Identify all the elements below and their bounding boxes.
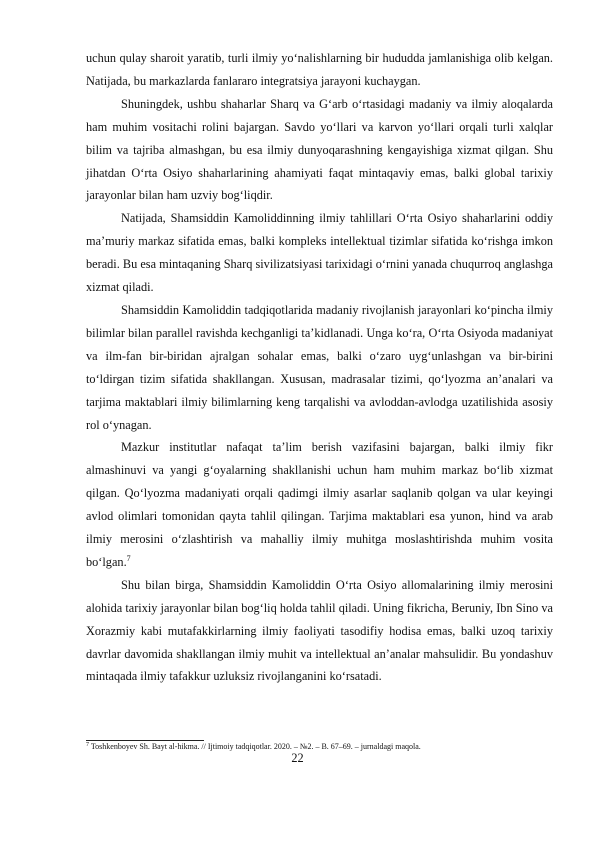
paragraph: Shuningdek, ushbu shaharlar Sharq va G‘arb o‘rtasidagi madaniy va ilmiy aloqalarda ham muhim vositachi rolini bajargan. Savdo yo‘llari va karvon yo‘llari orqali turli xalqlar bilim va tajriba almashgan, bu esa ilmiy dunyoqarashning kengayishiga xizmat qilgan. Shu jihatdan O‘rta Osiyo shaharlarining ahamiyati faqat mintaqaviy emas, balki global tarixiy jarayonlar bilan ham uzviy bog‘liqdir. (86, 96, 553, 203)
paragraph: Shamsiddin Kamoliddin tadqiqotlarida madaniy rivojlanish jarayonlari ko‘pincha ilmiy bilimlar bilan parallel ravishda kechganligi ta’kidlanadi. Unga ko‘ra, O‘rta Osiyoda madaniyat va ilm-fan bir-biridan ajralgan sohalar emas, balki o‘zaro uyg‘unlashgan va bir-birini to‘ldirgan tizim sifatida shakllangan. Xususan, madrasalar tizimi, qo‘lyozma an’analari va tarjima maktablari ilmiy bilimlarning keng tarqalishi va avloddan-avlodga uzatilishida asosiy rol o‘ynagan. (86, 302, 553, 432)
paragraph-text: Mazkur institutlar nafaqat ta’lim berish vazifasini bajargan, balki ilmiy fikr almashinuvi va yangi g‘oyalarning shakllanishi uchun ham muhim markaz bo‘lib xizmat qilgan. Qo‘lyozma madaniyati orqali qadimgi ilmiy asarlar saqlanib qolgan va ular keyingi avlod olimlari tomonidan qayta tahlil qilingan. Tarjima maktablari esa yunon, hind va arab ilmiy merosini o‘zlashtirish va mahalliy ilmiy muhitga moslashtirishda muhim vosita bo‘lgan. (86, 440, 553, 569)
footnote-marker: 7 (86, 742, 89, 748)
footnote-text: Toshkenboyev Sh. Bayt al-hikma. // Ijtimoiy tadqiqotlar. 2020. – №2. – B. 67–69. – jurnaldagi maqola. (89, 742, 421, 751)
paragraph: Shu bilan birga, Shamsiddin Kamoliddin O‘rta Osiyo allomalarining ilmiy merosini alohida tarixiy jarayonlar bilan bog‘liq holda tahlil qiladi. Uning fikricha, Beruniy, Ibn Sino va Xorazmiy kabi mutafakkirlarning ilmiy faoliyati tasodifiy hodisa emas, balki uzoq tarixiy davrlar davomida shakllangan ilmiy muhit va intellektual an’analar mahsulidir. Bu yondashuv mintaqada ilmiy tafakkur uzluksiz rivojlanganini ko‘rsatadi. (86, 577, 553, 684)
page-number: 22 (291, 751, 304, 765)
paragraph (86, 436, 553, 573)
footnote-reference[interactable]: 7 (126, 553, 131, 563)
paragraph: Natijada, Shamsiddin Kamoliddinning ilmiy tahlillari O‘rta Osiyo shaharlarini oddiy ma’muriy markaz sifatida emas, balki kompleks intellektual tizimlar sifatida ko‘rishga imkon beradi. Bu esa mintaqaning Sharq sivilizatsiyasi tarixidagi o‘rnini yanada chuqurroq anglashga xizmat qiladi. (86, 211, 553, 295)
paragraph: uchun qulay sharoit yaratib, turli ilmiy yo‘nalishlarning bir hududda jamlanishiga olib kelgan. Natijada, bu markazlarda fanlararo integratsiya jarayoni kuchaygan. (86, 51, 553, 88)
page-body (86, 47, 553, 688)
